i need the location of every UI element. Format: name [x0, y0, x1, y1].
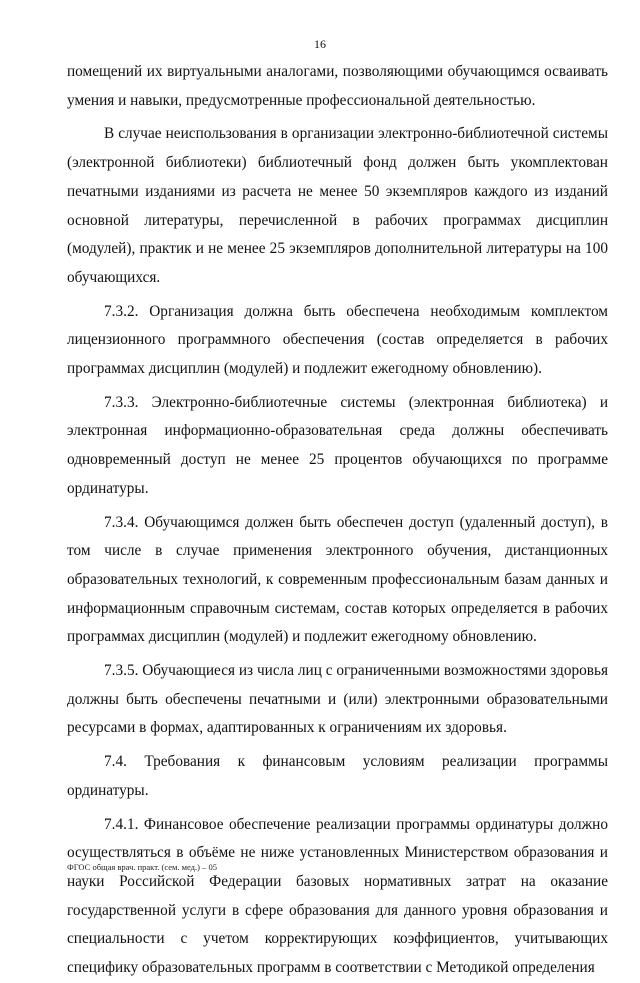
paragraph-7-3-5: 7.3.5. Обучающиеся из числа лиц с ограниченными возможностями здоровья должны быть обеспечены печатными и (или) электронными образовательными ресурсами в формах, адаптированных к ограничениям их здоровья.: [67, 662, 608, 737]
paragraph-7-4-1: 7.4.1. Финансовое обеспечение реализации программы ординатуры должно осуществляться в объёме не ниже установленных Министерством образования и науки Российской Федерации базовых нормативных затрат на оказание государственной услуги в сфере образования для данного уровня образования и специальности с учетом корректирующих коэффициентов, учитывающих специфику образовательных программ в соответствии с Методикой определения: [67, 815, 608, 977]
paragraph-7-3-2: 7.3.2. Организация должна быть обеспечена необходимым комплектом лицензионного программного обеспечения (состав определяется в рабочих программах дисциплин (модулей) и подлежит ежегодному обновлению).: [67, 302, 608, 378]
paragraph-continuation: помещений их виртуальными аналогами, позволяющими обучающимся осваивать умения и навыки, предусмотренные профессиональной деятельностью.: [67, 63, 608, 109]
paragraph-7-3-3: 7.3.3. Электронно-библиотечные системы (электронная библиотека) и электронная информационно-образовательная среда должны обеспечивать одновременный доступ не менее 25 процентов обучающихся по программе ординатуры.: [67, 393, 608, 497]
paragraph-7-4-heading: 7.4. Требования к финансовым условиям реализации программы ординатуры.: [67, 753, 608, 799]
paragraph-library-fund: В случае неиспользования в организации электронно-библиотечной системы (электронной библиотеки) библиотечный фонд должен быть укомплектован печатными изданиями из расчета не менее 50 экземпляров каждого из изданий основной литературы, перечисленной в рабочих программах дисциплин (модулей), практик и не менее 25 экземпляров дополнительной литературы на 100 обучающихся.: [67, 125, 608, 286]
page-body: [67, 58, 608, 983]
footer-note: ФГОС общая врач. практ. (сем. мед.) – 05: [67, 862, 217, 872]
paragraph-7-3-4: 7.3.4. Обучающимся должен быть обеспечен доступ (удаленный доступ), в том числе в случае применения электронного обучения, дистанционных образовательных технологий, к современным профессиональным базам данных и информационным справочным системам, состав которых определяется в рабочих программах дисциплин (модулей) и подлежит ежегодному обновлению.: [67, 513, 608, 646]
page-number: 16: [314, 37, 326, 51]
